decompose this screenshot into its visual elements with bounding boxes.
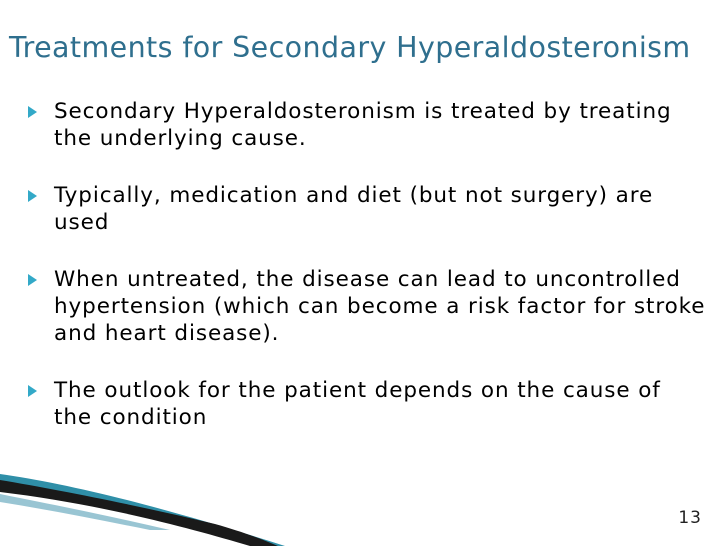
bullet-text: The outlook for the patient depends on the cause of the condition [54, 378, 661, 430]
bullet-item [26, 98, 706, 152]
bullet-text: Typically, medication and diet (but not surgery) are used [54, 183, 654, 235]
right-triangle-icon [28, 190, 37, 202]
bullet-item [26, 182, 706, 236]
bullet-text: Secondary Hyperaldosteronism is treated by treating the underlying cause. [54, 99, 672, 151]
right-triangle-icon [28, 385, 37, 397]
right-triangle-icon [28, 106, 37, 118]
swoosh-dark-stroke [0, 480, 278, 546]
bullet-text: When untreated, the disease can lead to uncontrolled hypertension (which can become a risk factor for stroke and heart disease). [54, 267, 706, 346]
slide-title: Treatments for Secondary Hyperaldosteronism [9, 31, 691, 64]
bullet-item [26, 266, 706, 347]
decorative-swoosh [0, 470, 728, 546]
page-number: 13 [678, 508, 702, 528]
bullet-list [26, 98, 706, 461]
right-triangle-icon [28, 274, 37, 286]
bullet-item [26, 377, 706, 431]
